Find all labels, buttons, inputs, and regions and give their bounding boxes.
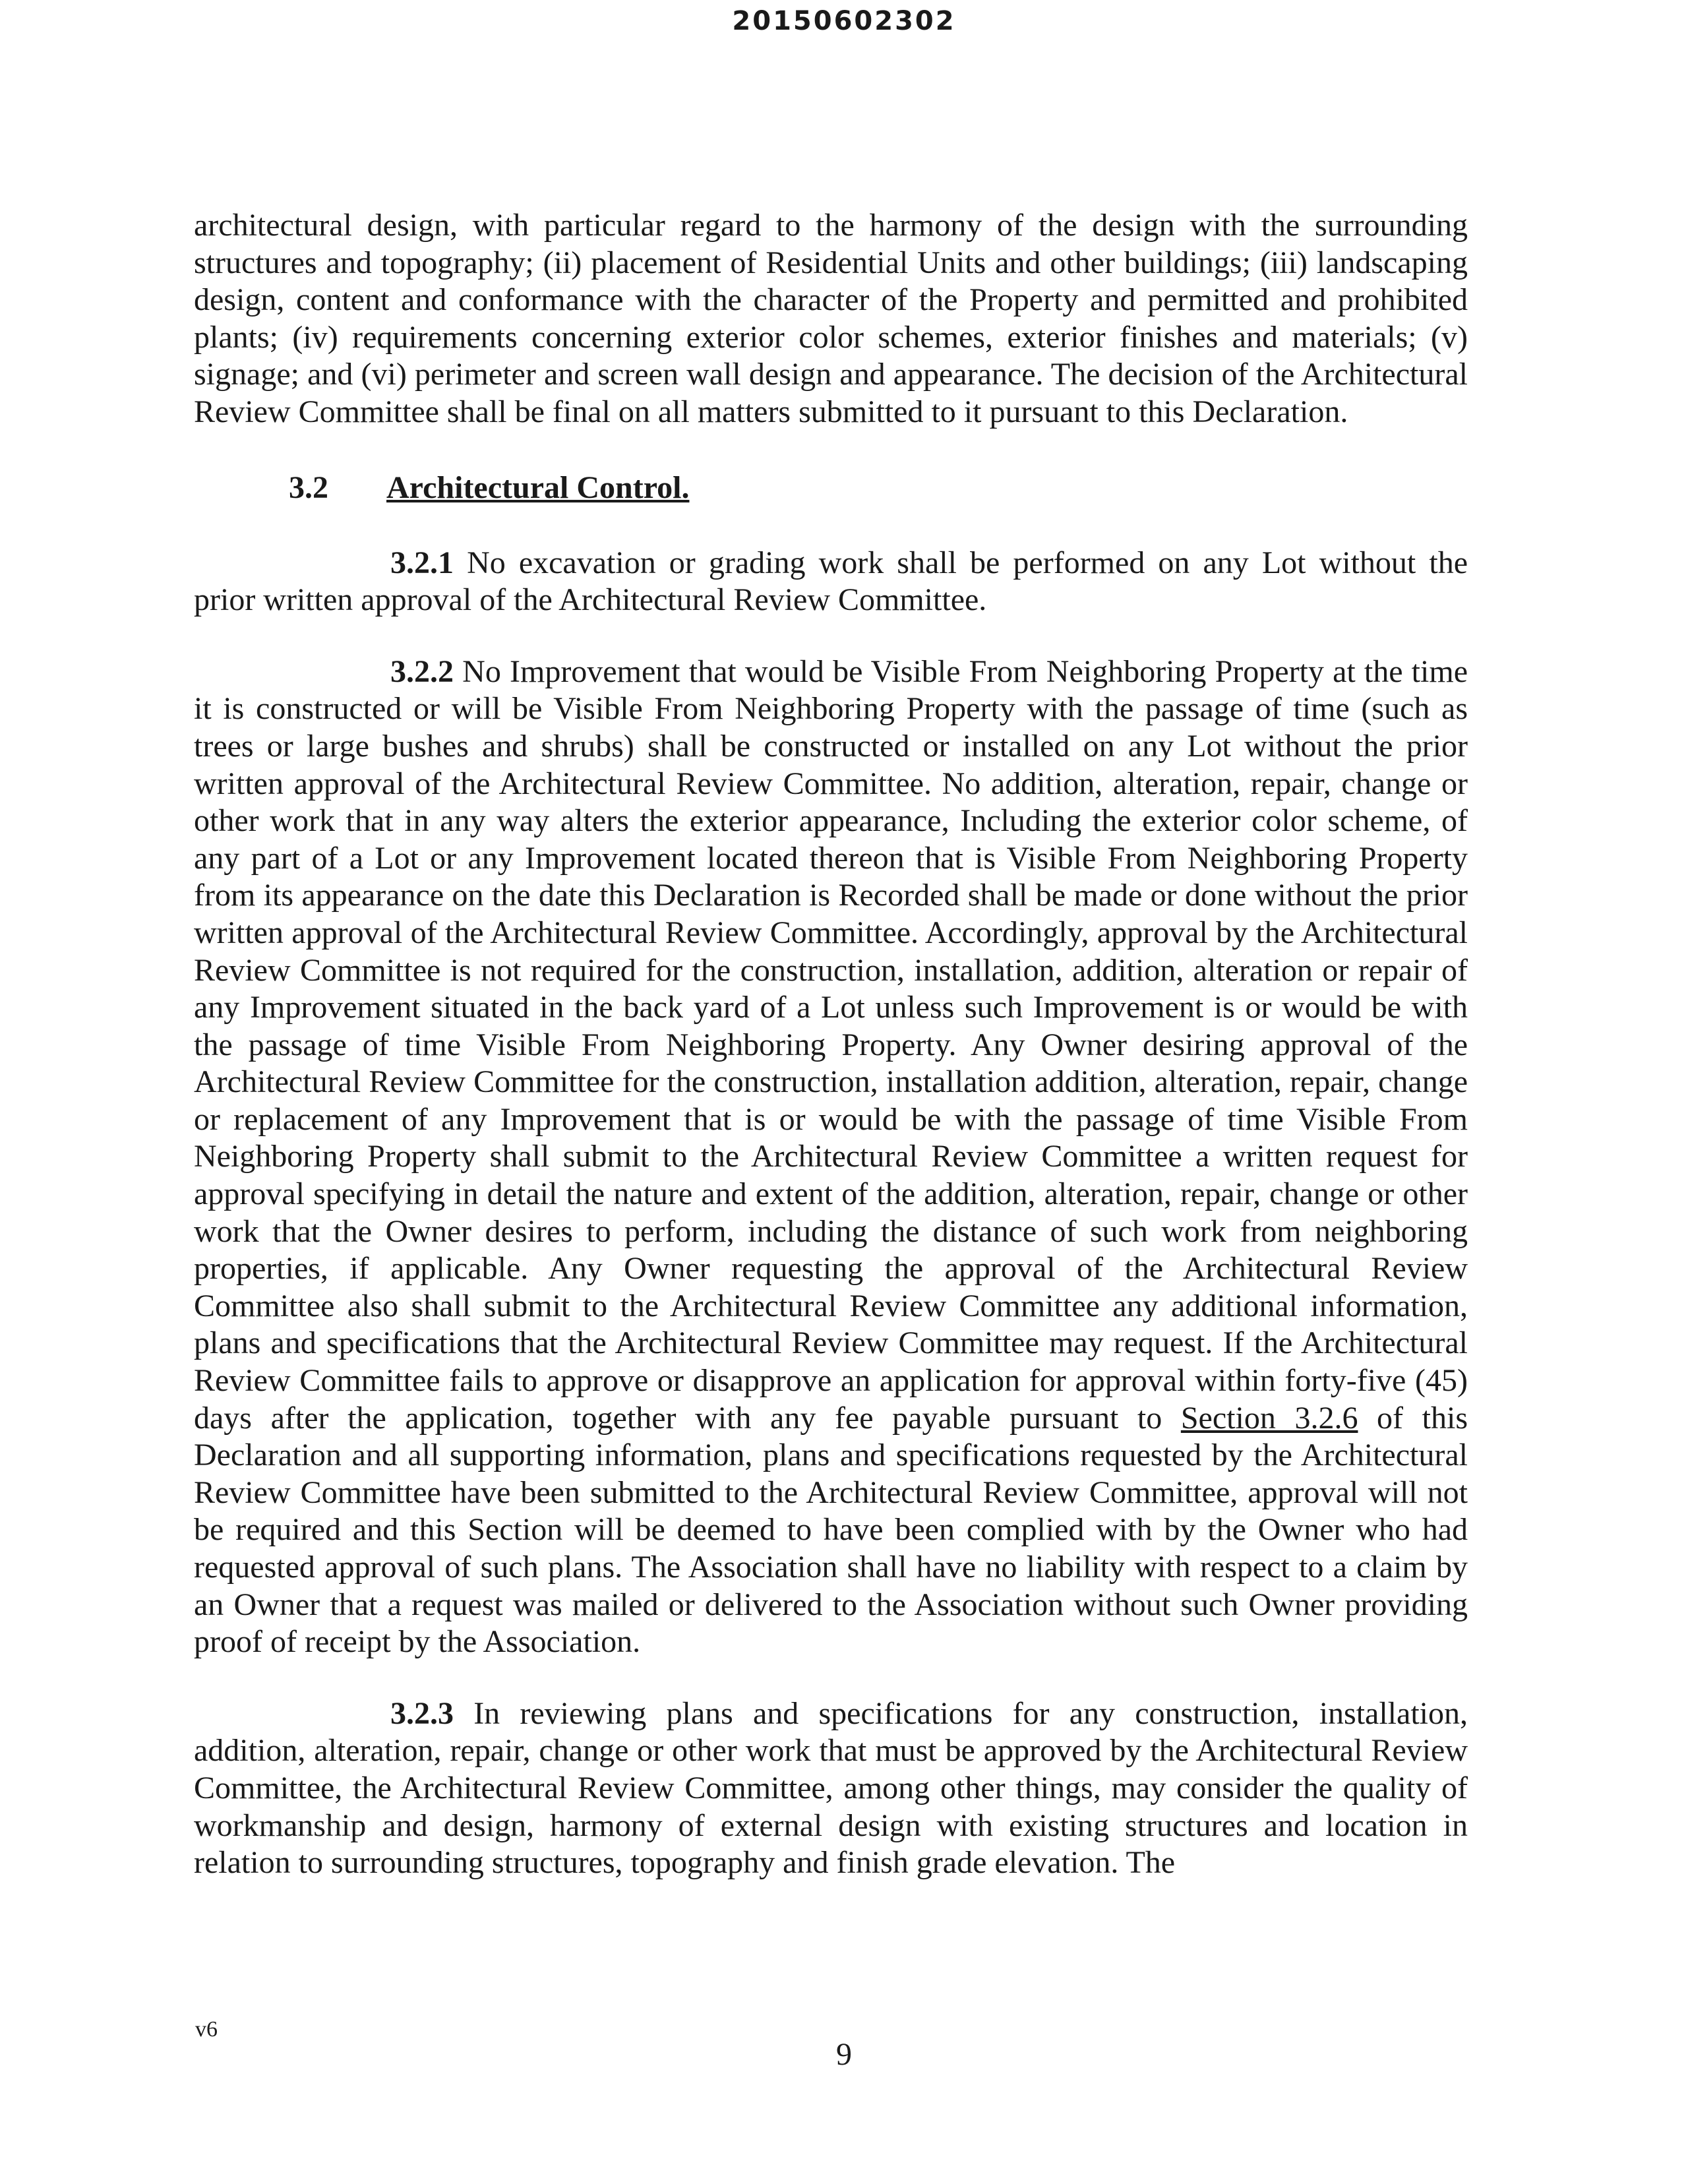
intro-paragraph: architectural design, with particular regard to the harmony of the design with the surrounding structures and topography; (ii) placement of Residential Units and other buildings; (iii) landscaping design, content and conformance with the character of the Property and permitted and prohibited plants; (iv) requirements concerning exterior color schemes, exterior finishes and materials; (v) signage; and (vi) perimeter and screen wall design and appearance. The decision of the Architectural Review Committee shall be final on all matters submitted to it pursuant to this Declaration. bbox=[194, 208, 1468, 429]
section-reference-link: Section 3.2.6 bbox=[1180, 1400, 1358, 1436]
subsection-3-2-1 bbox=[194, 545, 1468, 619]
subsection-text: No Improvement that would be Visible From Neighboring Property at the time it is constructed or will be Visible From Neighboring Property with the passage of time (such as trees or large bushes and shrubs) shall be constructed or installed on any Lot without the prior written approval of the Architectural Review Committee. No addition, alteration, repair, change or other work that in any way alters the exterior appearance, Including the exterior color scheme, of any part of a Lot or any Improvement located thereon that is Visible From Neighboring Property from its appearance on the date this Declaration is Recorded shall be made or done without the prior written approval of the Architectural Review Committee. Accordingly, approval by the Architectural Review Committee is not required for the construction, installation, addition, alteration or repair of any Improvement situated in the back yard of a Lot unless such Improvement is or would be with the passage of time Visible From Neighboring Property. Any Owner desiring approval of the Architectural Review Committee for the construction, installation addition, alteration, repair, change or replacement of any Improvement that is or would be with the passage of time Visible From Neighboring Property shall submit to the Architectural Review Committee a written request for approval specifying in detail the nature and extent of the addition, alteration, repair, change or other work that the Owner desires to perform, including the distance of such work from neighboring properties, if applicable. Any Owner requesting the approval of the Architectural Review Committee also shall submit to the Architectural Review Committee any additional information, plans and specifications that the Architectural Review Committee may request. If the Architectural Review Committee fails to approve or disapprove an application for approval within forty-five (45) days after the application, together with any fee payable pursuant to bbox=[194, 653, 1468, 1436]
subsection-3-2-2 bbox=[194, 653, 1468, 1661]
subsection-number: 3.2.2 bbox=[390, 653, 454, 689]
page-number: 9 bbox=[836, 2037, 852, 2072]
section-title: Architectural Control. bbox=[386, 470, 690, 505]
subsection-text: In reviewing plans and specifications for any construction, installation, addition, alteration, repair, change or other work that must be approved by the Architectural Review Committee, the Architectural Review Committee, among other things, may consider the quality of workmanship and design, harmony of external design with existing structures and location in relation to surrounding structures, topography and finish grade elevation. The bbox=[194, 1695, 1468, 1881]
document-number: 20150602302 bbox=[732, 6, 956, 36]
section-heading bbox=[194, 470, 1468, 506]
subsection-text-continued: of this Declaration and all supporting information, plans and specifications requested by the Architectural Review Committee have been submitted to the Architectural Review Committee, approval will not be required and this Section will be deemed to have been complied with by the Owner who had requested approval of such plans. The Association shall have no liability with respect to a claim by an Owner that a request was mailed or delivered to the Association without such Owner providing proof of receipt by the Association. bbox=[194, 1400, 1468, 1660]
subsection-3-2-3 bbox=[194, 1695, 1468, 1882]
page-body bbox=[194, 207, 1468, 1916]
subsection-number: 3.2.1 bbox=[390, 545, 454, 580]
section-number: 3.2 bbox=[289, 470, 328, 505]
subsection-number: 3.2.3 bbox=[390, 1695, 454, 1731]
subsection-text: No excavation or grading work shall be performed on any Lot without the prior written approval of the Architectural Review Committee. bbox=[194, 545, 1468, 618]
version-label: v6 bbox=[195, 2017, 218, 2042]
